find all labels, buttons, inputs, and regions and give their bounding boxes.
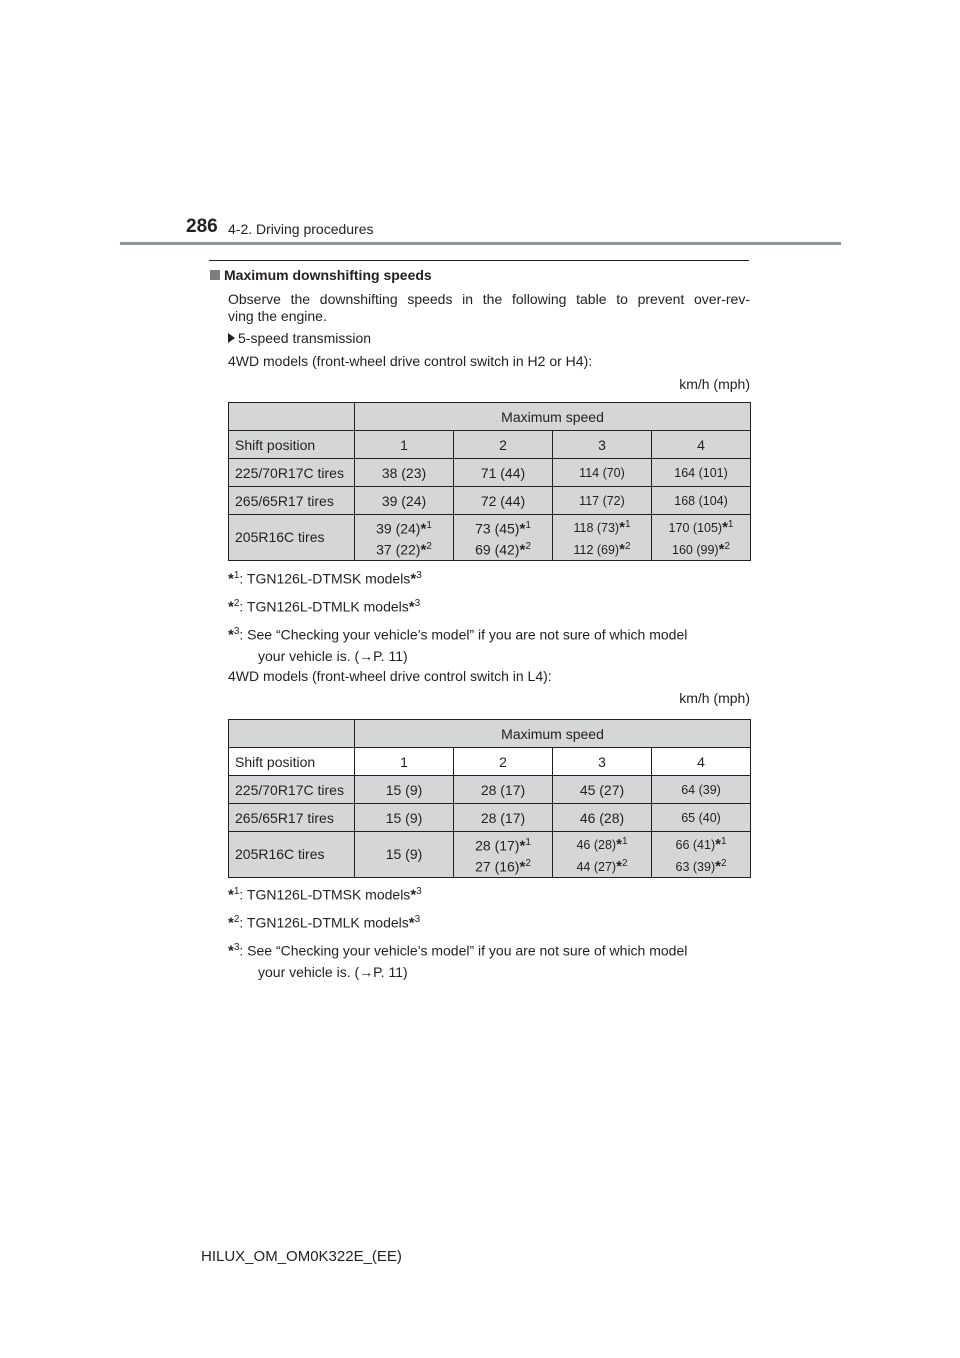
- table2: [228, 719, 751, 878]
- footnote-1: *$^1$: TGN126L-DTMSK models*$^3$: [228, 570, 422, 588]
- table-row: [229, 487, 751, 515]
- table-cell: [229, 403, 355, 431]
- table-cell: 170 (105)*$^1$ 160 (99)*$^2$: [652, 515, 751, 561]
- table-cell: 64 (39): [652, 776, 751, 804]
- max-speed-header: Maximum speed: [355, 720, 751, 748]
- row-label: 225/70R17C tires: [229, 776, 355, 804]
- table-cell: 15 (9): [355, 804, 454, 832]
- row-label: 205R16C tires: [229, 832, 355, 878]
- content-divider: [209, 260, 749, 261]
- table-cell: 2: [454, 431, 553, 459]
- table-row: [229, 515, 751, 561]
- table2-caption: 4WD models (front-wheel drive control switch in L4):: [228, 668, 552, 684]
- table-cell: 38 (23): [355, 459, 454, 487]
- row-label: 205R16C tires: [229, 515, 355, 561]
- shift-position-header: Shift position: [229, 431, 355, 459]
- table-cell: 46 (28)*$^1$ 44 (27)*$^2$: [553, 832, 652, 878]
- table-cell: 72 (44): [454, 487, 553, 515]
- table-row: [229, 776, 751, 804]
- heading-text: Maximum downshifting speeds: [224, 267, 432, 283]
- table-cell: 46 (28): [553, 804, 652, 832]
- table-cell: 66 (41)*$^1$ 63 (39)*$^2$: [652, 832, 751, 878]
- row-label: 265/65R17 tires: [229, 804, 355, 832]
- table1-units: km/h (mph): [679, 376, 750, 392]
- transmission-text: 5-speed transmission: [238, 330, 372, 346]
- intro-line-2: ving the engine.: [228, 308, 327, 324]
- table-row: [229, 459, 751, 487]
- table-cell: 15 (9): [355, 832, 454, 878]
- table-cell: 2: [454, 748, 553, 776]
- table-row: [229, 748, 751, 776]
- document-code: HILUX_OM_OM0K322E_(EE): [201, 1248, 402, 1265]
- table-cell: 117 (72): [553, 487, 652, 515]
- section-title: 4-2. Driving procedures: [228, 221, 374, 237]
- table-row: [229, 832, 751, 878]
- table-cell: 118 (73)*$^1$ 112 (69)*$^2$: [553, 515, 652, 561]
- table2-units: km/h (mph): [679, 690, 750, 706]
- table-cell: 4: [652, 748, 751, 776]
- table-cell: 45 (27): [553, 776, 652, 804]
- max-speed-header: Maximum speed: [355, 403, 751, 431]
- footnote-2: *$^2$: TGN126L-DTMLK models*$^3$: [228, 598, 421, 616]
- table-cell: 114 (70): [553, 459, 652, 487]
- table-cell: [229, 720, 355, 748]
- footnote-1: *$^1$: TGN126L-DTMSK models*$^3$: [228, 886, 422, 904]
- table1-caption: 4WD models (front-wheel drive control switch in H2 or H4):: [228, 353, 593, 369]
- row-label: 225/70R17C tires: [229, 459, 355, 487]
- table-cell: 3: [553, 748, 652, 776]
- footnote-3: *$^3$: See “Checking your vehicle’s model” if you are not sure of which model your vehicle is. (→P. 11): [228, 626, 688, 664]
- transmission-label: [228, 330, 750, 347]
- section-heading: [210, 267, 432, 283]
- table-cell: 28 (17): [454, 776, 553, 804]
- table-row: [229, 403, 751, 431]
- table-cell: 15 (9): [355, 776, 454, 804]
- intro-line-1: Observe the downshifting speeds in the following table to prevent over-rev-: [228, 291, 750, 307]
- footnote-3: *$^3$: See “Checking your vehicle’s model” if you are not sure of which model your vehicle is. (→P. 11): [228, 942, 688, 980]
- table-cell: 71 (44): [454, 459, 553, 487]
- table-cell: 168 (104): [652, 487, 751, 515]
- table-cell: 4: [652, 431, 751, 459]
- footnote-2: *$^2$: TGN126L-DTMLK models*$^3$: [228, 914, 421, 932]
- table-cell: 1: [355, 431, 454, 459]
- page-number: 286: [186, 216, 218, 237]
- table-cell: 65 (40): [652, 804, 751, 832]
- shift-position-header: Shift position: [229, 748, 355, 776]
- triangle-bullet-icon: [228, 333, 235, 343]
- table-cell: 39 (24): [355, 487, 454, 515]
- table-cell: 3: [553, 431, 652, 459]
- table1: [228, 402, 751, 561]
- table-cell: 28 (17): [454, 804, 553, 832]
- table-cell: 39 (24)*$^1$ 37 (22)*$^2$: [355, 515, 454, 561]
- table-row: [229, 720, 751, 748]
- row-label: 265/65R17 tires: [229, 487, 355, 515]
- table-cell: 73 (45)*$^1$ 69 (42)*$^2$: [454, 515, 553, 561]
- table-row: [229, 804, 751, 832]
- table-row: [229, 431, 751, 459]
- header-divider: [120, 242, 841, 245]
- table-cell: 164 (101): [652, 459, 751, 487]
- square-bullet-icon: [210, 270, 220, 280]
- table-cell: 1: [355, 748, 454, 776]
- table-cell: 28 (17)*$^1$ 27 (16)*$^2$: [454, 832, 553, 878]
